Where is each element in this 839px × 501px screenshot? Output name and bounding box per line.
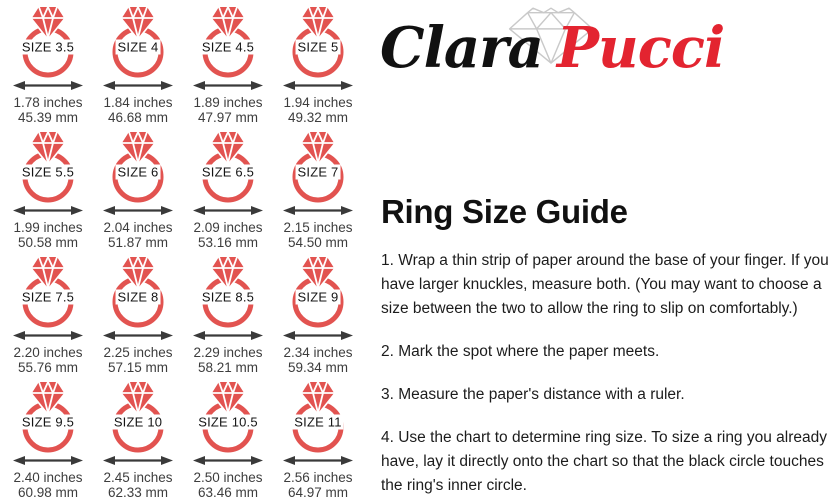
ring-size-label: SIZE 6 xyxy=(117,164,159,180)
diameter-mm: 54.50 mm xyxy=(287,235,349,250)
diameter-inches: 2.29 inches xyxy=(193,345,263,360)
diameter-inches: 2.56 inches xyxy=(283,470,353,485)
ring-measurements xyxy=(13,95,82,125)
ring-size-label: SIZE 8.5 xyxy=(201,289,255,305)
diameter-mm: 45.39 mm xyxy=(17,110,79,125)
ring-size-cell xyxy=(183,5,273,130)
diameter-arrow-icon xyxy=(103,329,173,342)
ring-size-label: SIZE 9 xyxy=(297,289,339,305)
diameter-arrow-icon xyxy=(283,204,353,217)
ring-measurements xyxy=(103,95,172,125)
ring-size-label: SIZE 10.5 xyxy=(198,414,258,430)
diameter-mm: 47.97 mm xyxy=(197,110,259,125)
step-4: 4. Use the chart to determine ring size. To size a ring you already have, lay it directly onto the chart so that the black circle touches the ring's inner circle. xyxy=(381,429,827,494)
diameter-inches: 2.09 inches xyxy=(193,220,263,235)
step-1: 1. Wrap a thin strip of paper around the base of your finger. If you have larger knuckles, measure both. (You may want to choose a size between the two to allow the ring to slip on comfortably.) xyxy=(381,252,829,317)
ring-measurements xyxy=(193,95,262,125)
ring-icon-wrap xyxy=(188,255,268,328)
ring-icon-wrap xyxy=(278,255,358,328)
diameter-arrow-icon xyxy=(103,204,173,217)
ring-measurements xyxy=(193,470,262,500)
diameter-mm: 62.33 mm xyxy=(107,485,169,500)
ring-icon-wrap xyxy=(98,130,178,203)
diameter-inches: 1.99 inches xyxy=(13,220,83,235)
brand-name-pucci: Pucci xyxy=(556,15,725,81)
diameter-inches: 1.84 inches xyxy=(103,95,173,110)
ring-size-cell xyxy=(3,130,93,255)
ring-size-cell xyxy=(273,130,363,255)
ring-measurements xyxy=(103,470,172,500)
ring-size-label: SIZE 3.5 xyxy=(21,39,75,55)
step-3: 3. Measure the paper's distance with a ruler. xyxy=(381,386,685,403)
ring-size-cell xyxy=(273,380,363,501)
ring-size-cell xyxy=(3,5,93,130)
ring-measurements xyxy=(283,220,352,250)
ring-size-label: SIZE 7.5 xyxy=(21,289,75,305)
diameter-arrow-icon xyxy=(103,79,173,92)
diameter-mm: 64.97 mm xyxy=(287,485,349,500)
diameter-inches: 2.20 inches xyxy=(13,345,83,360)
diameter-mm: 63.46 mm xyxy=(197,485,259,500)
ring-measurements xyxy=(13,220,82,250)
diameter-arrow-icon xyxy=(283,454,353,467)
ring-icon-wrap xyxy=(8,130,88,203)
diameter-arrow-icon xyxy=(193,79,263,92)
ring-size-label: SIZE 9.5 xyxy=(21,414,75,430)
ring-size-cell xyxy=(93,380,183,501)
ring-size-label: SIZE 7 xyxy=(297,164,339,180)
diameter-arrow-icon xyxy=(193,329,263,342)
ring-size-label: SIZE 5.5 xyxy=(21,164,75,180)
ring-size-cell xyxy=(183,255,273,380)
ring-icon-wrap xyxy=(8,380,88,453)
diameter-mm: 51.87 mm xyxy=(107,235,169,250)
ring-size-cell xyxy=(93,255,183,380)
diameter-mm: 58.21 mm xyxy=(197,360,259,375)
ring-icon-wrap xyxy=(188,5,268,78)
brand-name xyxy=(380,15,725,81)
diameter-arrow-icon xyxy=(283,329,353,342)
ring-measurements xyxy=(13,470,82,500)
diameter-inches: 2.50 inches xyxy=(193,470,263,485)
diameter-arrow-icon xyxy=(13,79,83,92)
brand-name-clara: Clara xyxy=(380,15,543,81)
ring-measurements xyxy=(193,220,262,250)
diameter-mm: 49.32 mm xyxy=(287,110,349,125)
ring-measurements xyxy=(13,345,82,375)
ring-icon-wrap xyxy=(98,380,178,453)
ring-icon-wrap xyxy=(188,130,268,203)
ring-icon-wrap xyxy=(278,5,358,78)
ring-icon-wrap xyxy=(98,5,178,78)
ring-size-cell xyxy=(183,380,273,501)
diameter-arrow-icon xyxy=(193,454,263,467)
ring-size-cell xyxy=(93,5,183,130)
diameter-mm: 55.76 mm xyxy=(17,360,79,375)
diameter-mm: 46.68 mm xyxy=(107,110,169,125)
ring-icon-wrap xyxy=(278,380,358,453)
step-2: 2. Mark the spot where the paper meets. xyxy=(381,343,660,360)
ring-measurements xyxy=(103,345,172,375)
ring-size-label: SIZE 4 xyxy=(117,39,159,55)
diameter-inches: 2.04 inches xyxy=(103,220,173,235)
ring-size-label: SIZE 11 xyxy=(294,414,342,430)
ring-measurements xyxy=(283,470,352,500)
diameter-arrow-icon xyxy=(13,454,83,467)
diameter-arrow-icon xyxy=(283,79,353,92)
ring-measurements xyxy=(283,95,352,125)
ring-icon-wrap xyxy=(8,5,88,78)
diameter-arrow-icon xyxy=(13,329,83,342)
ring-measurements xyxy=(283,345,352,375)
ring-icon-wrap xyxy=(278,130,358,203)
ring-measurements xyxy=(103,220,172,250)
ring-size-cell xyxy=(273,255,363,380)
diameter-inches: 2.25 inches xyxy=(103,345,173,360)
ring-size-cell xyxy=(3,380,93,501)
ring-size-cell xyxy=(93,130,183,255)
diameter-inches: 1.94 inches xyxy=(283,95,353,110)
ring-size-cell xyxy=(273,5,363,130)
diameter-mm: 60.98 mm xyxy=(17,485,79,500)
diameter-inches: 2.45 inches xyxy=(103,470,173,485)
diameter-inches: 2.34 inches xyxy=(283,345,353,360)
diameter-inches: 2.40 inches xyxy=(13,470,83,485)
ring-size-label: SIZE 8 xyxy=(117,289,159,305)
ring-icon-wrap xyxy=(188,380,268,453)
ring-icon-wrap xyxy=(8,255,88,328)
diameter-arrow-icon xyxy=(103,454,173,467)
page-title: Ring Size Guide xyxy=(381,193,628,230)
diameter-inches: 1.89 inches xyxy=(193,95,263,110)
ring-size-cell xyxy=(3,255,93,380)
diameter-mm: 53.16 mm xyxy=(197,235,259,250)
ring-size-chart xyxy=(3,5,363,501)
guide-panel xyxy=(380,0,836,501)
ring-size-label: SIZE 5 xyxy=(297,39,339,55)
diameter-arrow-icon xyxy=(193,204,263,217)
diameter-mm: 57.15 mm xyxy=(107,360,169,375)
diameter-inches: 2.15 inches xyxy=(283,220,353,235)
ring-icon-wrap xyxy=(98,255,178,328)
ring-size-cell xyxy=(183,130,273,255)
ring-size-label: SIZE 6.5 xyxy=(201,164,255,180)
instruction-steps xyxy=(381,249,835,498)
diameter-mm: 50.58 mm xyxy=(17,235,79,250)
ring-size-label: SIZE 4.5 xyxy=(201,39,255,55)
ring-measurements xyxy=(193,345,262,375)
brand-logo xyxy=(380,0,836,130)
diameter-mm: 59.34 mm xyxy=(287,360,349,375)
diameter-inches: 1.78 inches xyxy=(13,95,83,110)
ring-size-label: SIZE 10 xyxy=(113,414,163,430)
diameter-arrow-icon xyxy=(13,204,83,217)
